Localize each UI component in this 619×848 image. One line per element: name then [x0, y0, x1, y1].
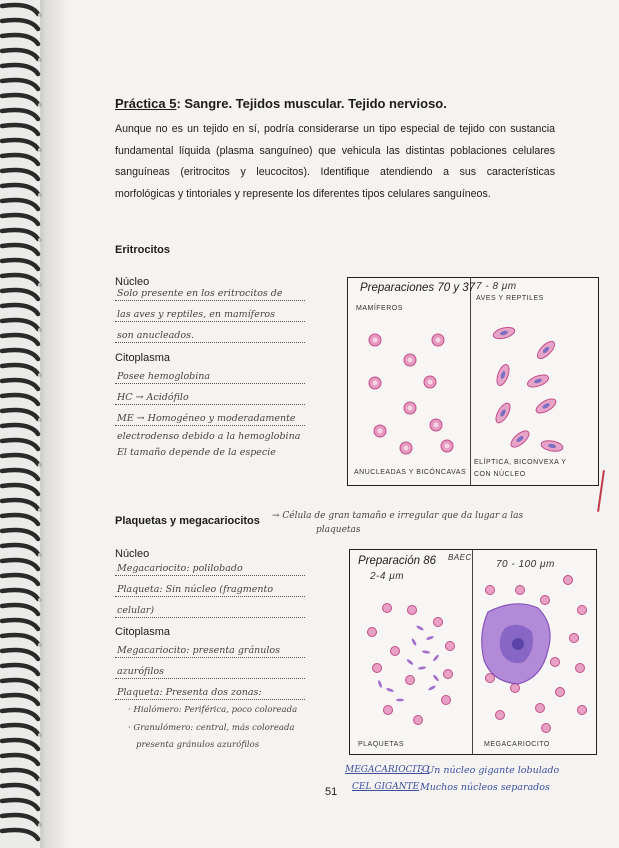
answer-line — [115, 425, 305, 426]
handwritten-answer: Solo presente en los eritrocitos de — [117, 288, 283, 299]
answer-line — [115, 699, 305, 700]
intro-paragraph: Aunque no es un tejido en sí, podría considerarse un tipo especial de tejido con sustancia fundamental líquida (plasma sanguíneo) que vehicula las distintas poblaciones celulares sanguíneas (eritrocitos y leucocitos). Identifique atendiendo a sus características morfológicas y tintoriales y represente los diferentes tipos celulares sanguíneos. — [115, 123, 555, 200]
spiral-binding — [0, 0, 44, 848]
megakaryocyte-note-label: MEGACARIOCITO — [345, 765, 430, 775]
bird-erythrocytes — [492, 325, 564, 453]
handwritten-answer: celular) — [117, 605, 155, 616]
handwritten-answer: HC → Acidófilo — [117, 392, 189, 403]
answer-line — [115, 383, 305, 384]
answer-line — [115, 575, 305, 576]
eritrocitos-nucleo-label: Núcleo — [115, 276, 150, 288]
handwritten-answer: Megacariocito: polilobado — [117, 563, 243, 574]
practice-title: : Sangre. Tejidos muscular. Tejido nervioso. — [176, 96, 447, 111]
eritrocitos-drawing-panel — [347, 277, 599, 486]
red-cells — [368, 576, 587, 733]
handwritten-answer: Plaqueta: Presenta dos zonas: — [117, 687, 262, 698]
handwritten-answer: presenta gránulos azurófilos — [136, 740, 260, 750]
panel-extra: BAEC — [448, 553, 472, 562]
handwritten-note: plaquetas — [316, 525, 361, 535]
nucleus-label: CON NÚCLEO — [474, 471, 526, 478]
answer-line — [115, 404, 305, 405]
answer-line — [115, 342, 305, 343]
handwritten-answer: Plaqueta: Sin núcleo (fragmento — [117, 584, 274, 595]
platelet-drawings — [350, 550, 596, 754]
platelets-label: PLAQUETAS — [358, 741, 404, 748]
giant-cell-note-label: CEL GIGANTE — [352, 782, 420, 792]
page-number: 51 — [325, 786, 338, 798]
plaquetas-nucleo-label: Núcleo — [115, 548, 150, 560]
size-note: 70 - 100 μm — [496, 559, 555, 570]
mammals-label: MAMÍFEROS — [356, 305, 403, 312]
answer-line — [115, 617, 305, 618]
size-note: 2-4 μm — [370, 571, 405, 582]
platelets — [377, 625, 439, 702]
handwritten-answer: azurófilos — [117, 666, 165, 677]
handwritten-answer: · Granulómero: central, más coloreada — [128, 723, 295, 733]
handwritten-answer: El tamaño depende de la especie — [117, 447, 276, 458]
handwritten-answer: las aves y reptiles, en mamíferos — [117, 309, 275, 320]
answer-line — [115, 321, 305, 322]
elliptic-label: ELÍPTICA, BICONVEXA Y — [474, 459, 567, 466]
panel-caption: Preparaciones 70 y 37 — [360, 282, 476, 294]
handwritten-answer: electrodenso debido a la hemoglobina — [117, 431, 301, 442]
handwritten-answer: Posee hemoglobina — [117, 371, 211, 382]
eritrocitos-heading: Eritrocitos — [115, 244, 171, 256]
handwritten-answer: · Hialómero: Periférica, poco coloreada — [128, 705, 298, 715]
handwritten-answer: ME → Homogéneo y moderadamente — [117, 413, 296, 424]
answer-line — [115, 596, 305, 597]
megakaryocyte-label: MEGACARIOCITO — [484, 741, 550, 748]
megakaryocyte-note: : Un núcleo gigante lobulado — [420, 765, 560, 776]
page-title — [115, 96, 447, 111]
handwritten-answer: Megacariocito: presenta gránulos — [117, 645, 281, 656]
answer-line — [115, 300, 305, 301]
eritrocitos-citoplasma-label: Citoplasma — [115, 352, 171, 364]
birds-reptiles-label: AVES Y REPTILES — [476, 295, 544, 302]
binding-shadow — [40, 0, 70, 848]
answer-line — [115, 657, 305, 658]
erythrocyte-drawings — [348, 278, 598, 485]
panel-caption: Preparación 86 — [358, 555, 436, 567]
size-note: 7 - 8 μm — [476, 281, 517, 292]
anucleate-label: ANUCLEADAS Y BICÓNCAVAS — [354, 469, 467, 476]
plaquetas-drawing-panel — [349, 549, 597, 755]
plaquetas-citoplasma-label: Citoplasma — [115, 626, 171, 638]
plaquetas-heading: Plaquetas y megacariocitos — [115, 515, 260, 527]
megakaryocyte — [482, 604, 550, 684]
handwritten-note: → Célula de gran tamaño e irregular que da lugar a las — [272, 511, 524, 521]
handwritten-answer: son anucleados. — [117, 330, 194, 341]
mammal-erythrocytes — [369, 334, 453, 454]
giant-cell-note: Muchos núcleos separados — [420, 782, 550, 793]
practice-number: Práctica 5 — [115, 96, 177, 111]
answer-line — [115, 678, 305, 679]
